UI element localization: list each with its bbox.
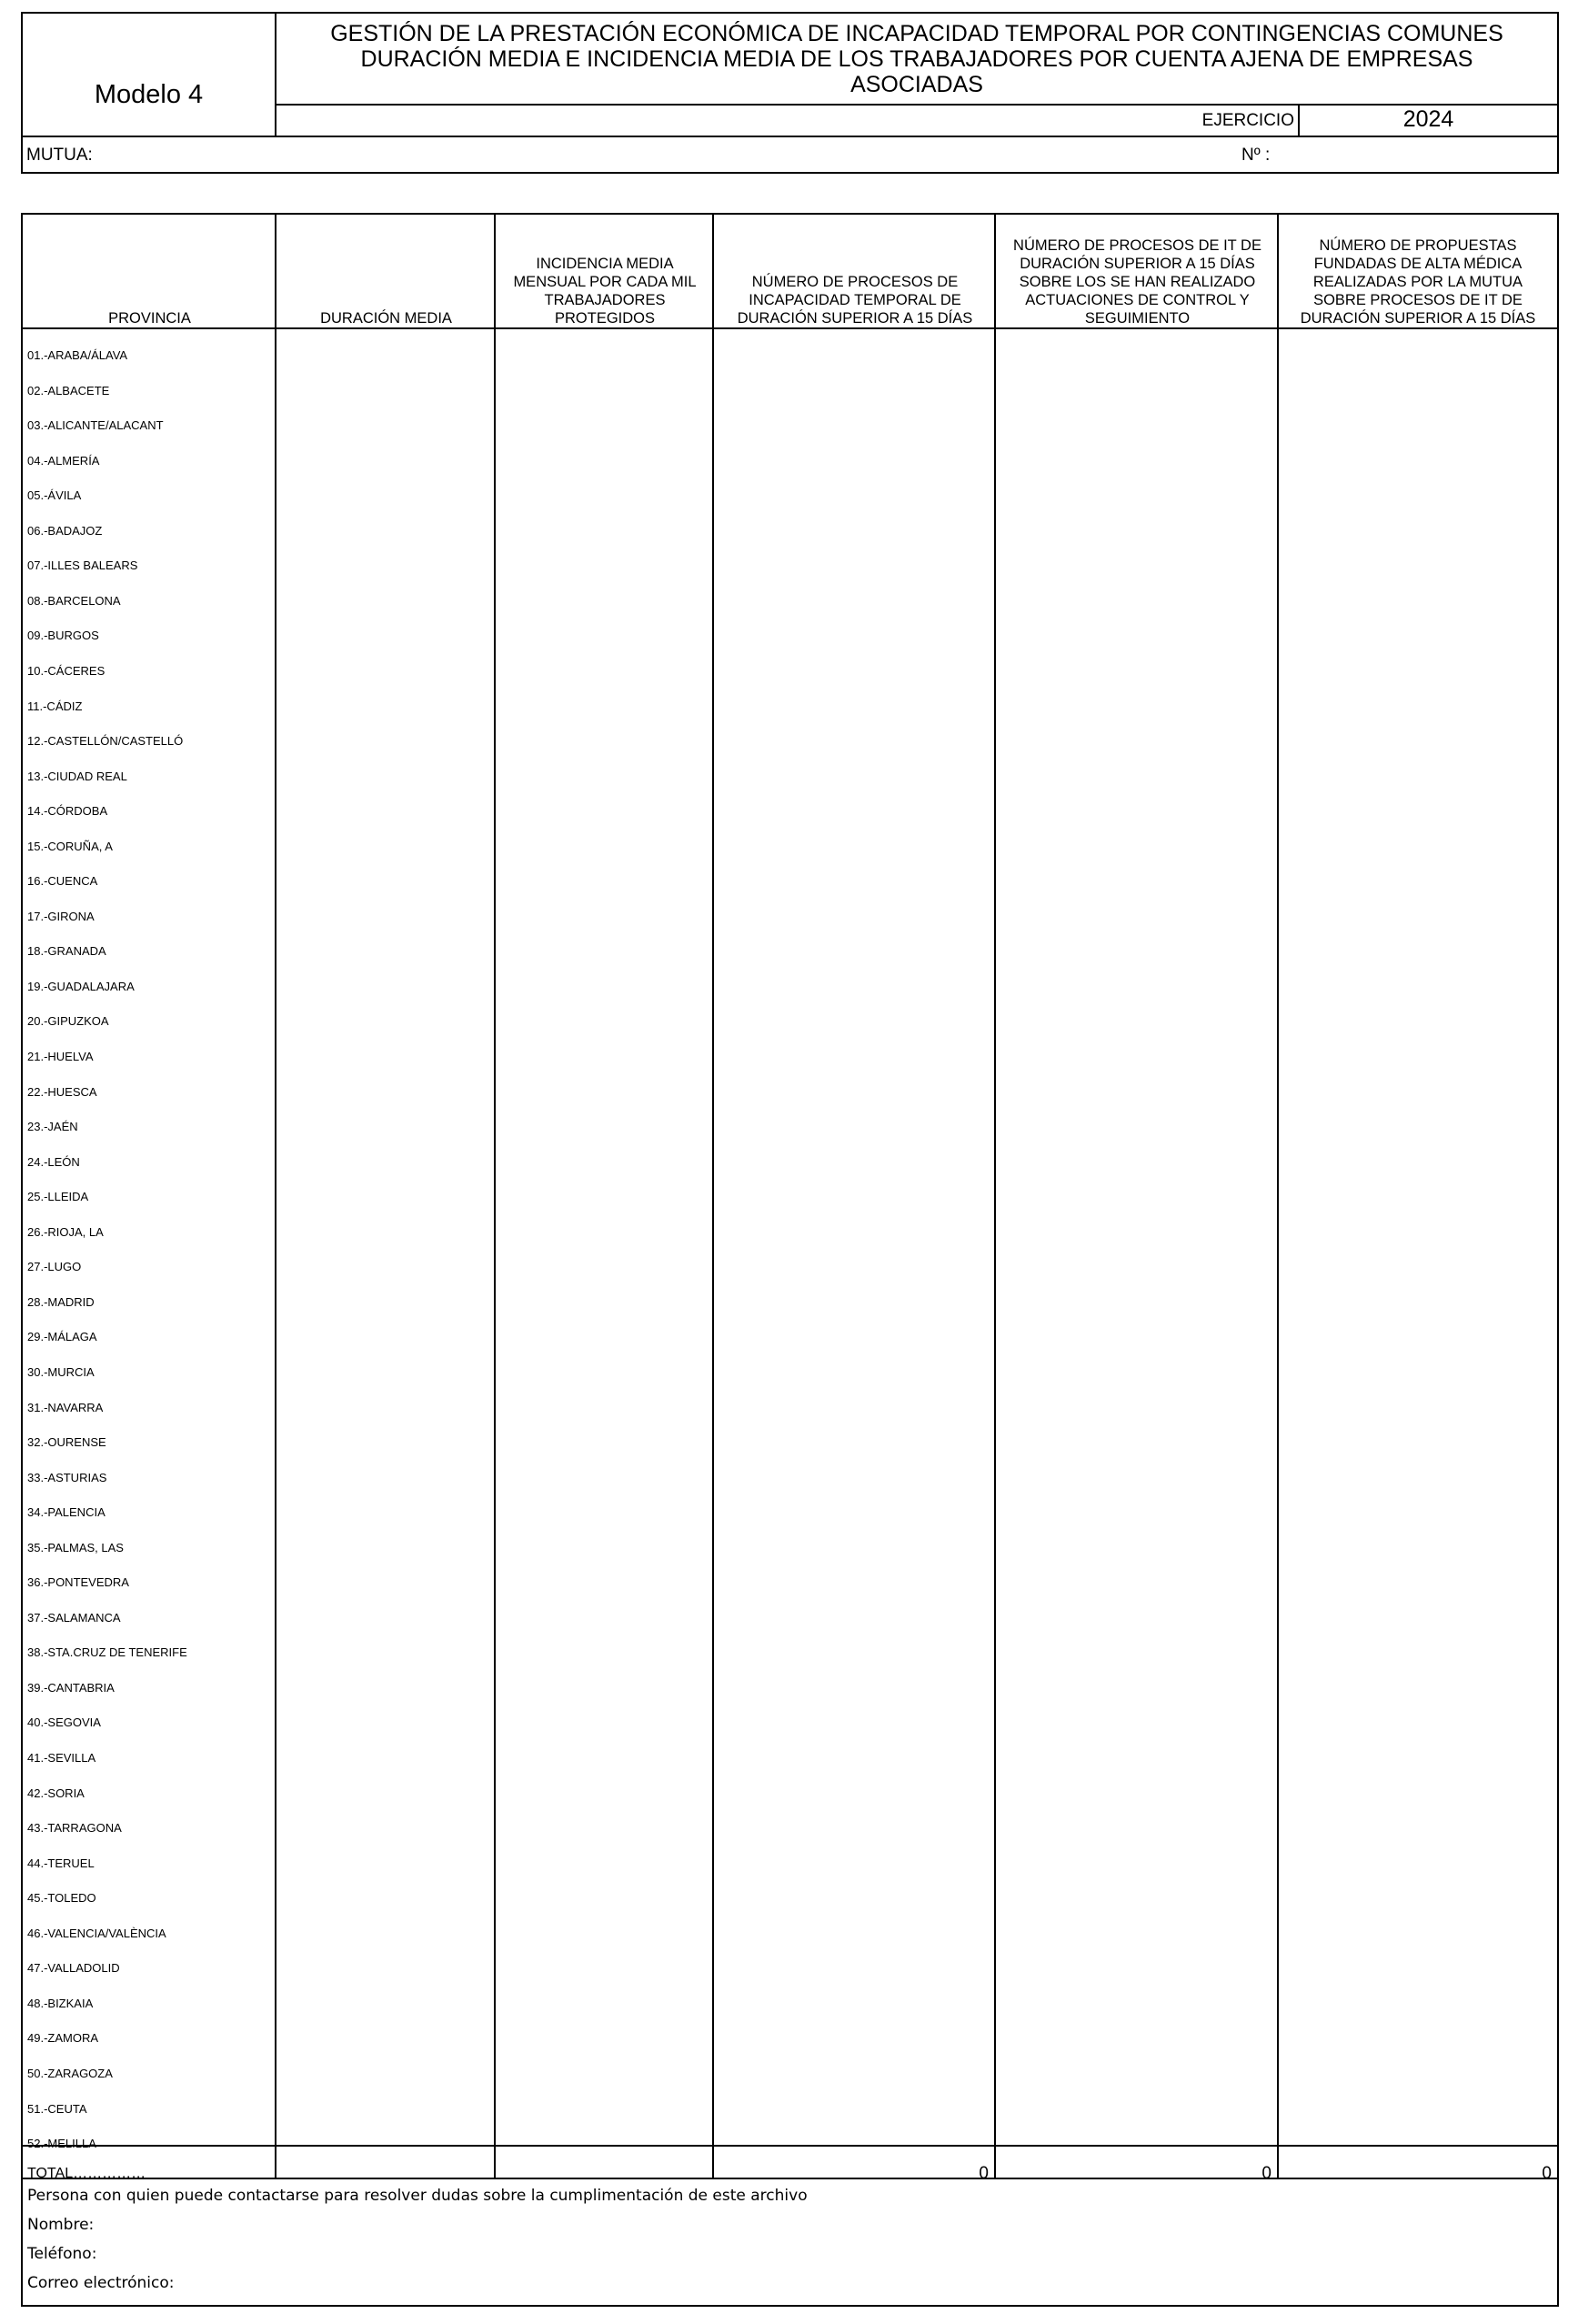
mutua-row <box>23 136 1557 172</box>
province-row-label: 42.-SORIA <box>27 1786 85 1800</box>
contact-correo-label: Correo electrónico: <box>27 2274 175 2292</box>
column-divider <box>275 215 276 2179</box>
total-label: TOTAL…………… <box>27 2166 146 2181</box>
total-propuestas: 0 <box>1542 2164 1552 2183</box>
province-row-label: 03.-ALICANTE/ALACANT <box>27 418 164 433</box>
province-row-label: 08.-BARCELONA <box>27 593 121 608</box>
province-row-label: 16.-CUENCA <box>27 874 98 889</box>
province-row-label: 48.-BIZKAIA <box>27 1996 94 2010</box>
province-row-label: 49.-ZAMORA <box>27 2031 99 2046</box>
province-row-label: 27.-LUGO <box>27 1260 82 1274</box>
contact-nombre-label: Nombre: <box>27 2216 95 2234</box>
column-divider <box>494 215 496 2179</box>
provinces-table <box>21 213 1559 2307</box>
province-row-label: 02.-ALBACETE <box>27 383 110 397</box>
province-row-label: 33.-ASTURIAS <box>27 1470 107 1484</box>
province-row-label: 30.-MURCIA <box>27 1364 95 1379</box>
province-row-label: 46.-VALENCIA/VALÈNCIA <box>27 1926 166 1940</box>
numero-label: Nº : <box>1241 146 1271 165</box>
province-row-label: 41.-SEVILLA <box>27 1751 96 1765</box>
province-row-label: 47.-VALLADOLID <box>27 1961 120 1976</box>
province-row-label: 22.-HUESCA <box>27 1084 97 1099</box>
province-row-label: 51.-CEUTA <box>27 2101 87 2116</box>
province-row-label: 39.-CANTABRIA <box>27 1680 115 1695</box>
column-header-provincia: PROVINCIA <box>108 310 191 327</box>
form-title: GESTIÓN DE LA PRESTACIÓN ECONÓMICA DE INCAPACIDAD TEMPORAL POR CONTINGENCIAS COMUNES DURACIÓN MEDIA E INCIDENCIA MEDIA DE LOS TRABAJADORES POR CUENTA AJENA DE EMPRESAS ASOCIADAS <box>276 14 1557 106</box>
province-row-label: 36.-PONTEVEDRA <box>27 1575 129 1590</box>
column-divider <box>1277 215 1279 2179</box>
column-header-propuestas: NÚMERO DE PROPUESTAS FUNDADAS DE ALTA MÉDICA REALIZADAS POR LA MUTUA SOBRE PROCESOS DE IT DE DURACIÓN SUPERIOR A 15 DÍAS <box>1300 237 1536 327</box>
province-row-label: 21.-HUELVA <box>27 1050 94 1063</box>
province-row-label: 29.-MÁLAGA <box>27 1330 97 1344</box>
province-row-label: 17.-GIRONA <box>27 909 95 923</box>
province-row-label: 50.-ZARAGOZA <box>27 2066 113 2080</box>
province-row-label: 19.-GUADALAJARA <box>27 979 135 993</box>
province-row-label: 23.-JAÉN <box>27 1120 78 1134</box>
province-row-label: 13.-CIUDAD REAL <box>27 769 127 783</box>
province-row-label: 52.-MELILLA <box>27 2137 96 2151</box>
province-row-label: 24.-LEÓN <box>27 1154 80 1169</box>
province-row-label: 18.-GRANADA <box>27 944 106 959</box>
province-row-label: 12.-CASTELLÓN/CASTELLÓ <box>27 734 184 749</box>
province-row-label: 31.-NAVARRA <box>27 1400 104 1414</box>
province-row-label: 11.-CÁDIZ <box>27 699 83 713</box>
province-row-label: 01.-ARABA/ÁLAVA <box>27 348 128 362</box>
province-row-label: 34.-PALENCIA <box>27 1505 106 1520</box>
province-row-label: 04.-ALMERÍA <box>27 453 100 468</box>
province-row-label: 25.-LLEIDA <box>27 1190 89 1204</box>
province-row-label: 14.-CÓRDOBA <box>27 804 108 819</box>
model-label: Modelo 4 <box>23 14 276 136</box>
province-row-label: 06.-BADAJOZ <box>27 523 103 538</box>
province-row-label: 07.-ILLES BALEARS <box>27 558 138 573</box>
province-row-label: 28.-MADRID <box>27 1294 95 1309</box>
province-row-label: 10.-CÁCERES <box>27 663 106 678</box>
province-row-label: 20.-GIPUZKOA <box>27 1014 109 1029</box>
province-row-label: 45.-TOLEDO <box>27 1891 96 1906</box>
mutua-label: MUTUA: <box>26 146 93 165</box>
header-divider <box>23 327 1557 329</box>
ejercicio-label: EJERCICIO <box>276 106 1300 136</box>
province-row-label: 43.-TARRAGONA <box>27 1821 122 1836</box>
ejercicio-row <box>276 106 1557 136</box>
province-row-label: 44.-TERUEL <box>27 1856 95 1870</box>
column-header-control: NÚMERO DE PROCESOS DE IT DE DURACIÓN SUPERIOR A 15 DÍAS SOBRE LOS SE HAN REALIZADO ACTUACIONES DE CONTROL Y SEGUIMIENTO <box>1013 237 1261 327</box>
column-divider <box>994 215 996 2179</box>
column-divider <box>712 215 714 2179</box>
province-row-label: 38.-STA.CRUZ DE TENERIFE <box>27 1645 187 1660</box>
form-header <box>21 12 1559 174</box>
total-divider <box>23 2145 1557 2147</box>
province-row-label: 09.-BURGOS <box>27 629 99 643</box>
province-row-label: 35.-PALMAS, LAS <box>27 1540 124 1554</box>
province-row-label: 26.-RIOJA, LA <box>27 1224 104 1239</box>
province-row-label: 40.-SEGOVIA <box>27 1715 101 1730</box>
province-row-label: 15.-CORUÑA, A <box>27 839 113 853</box>
province-row-label: 05.-ÁVILA <box>27 488 82 503</box>
column-header-procesos: NÚMERO DE PROCESOS DE INCAPACIDAD TEMPORAL DE DURACIÓN SUPERIOR A 15 DÍAS <box>737 274 973 327</box>
ejercicio-value[interactable]: 2024 <box>1402 106 1454 132</box>
total-control: 0 <box>1261 2164 1271 2183</box>
contact-intro: Persona con quien puede contactarse para resolver dudas sobre la cumplimentación de este archivo <box>27 2187 808 2205</box>
province-row-label: 37.-SALAMANCA <box>27 1610 121 1625</box>
province-row-label: 32.-OURENSE <box>27 1435 106 1450</box>
contact-telefono-label: Teléfono: <box>27 2245 97 2263</box>
column-header-incidencia: INCIDENCIA MEDIA MENSUAL POR CADA MIL TRABAJADORES PROTEGIDOS <box>513 256 697 327</box>
column-header-duracion: DURACIÓN MEDIA <box>320 310 452 327</box>
total-procesos: 0 <box>979 2164 989 2183</box>
